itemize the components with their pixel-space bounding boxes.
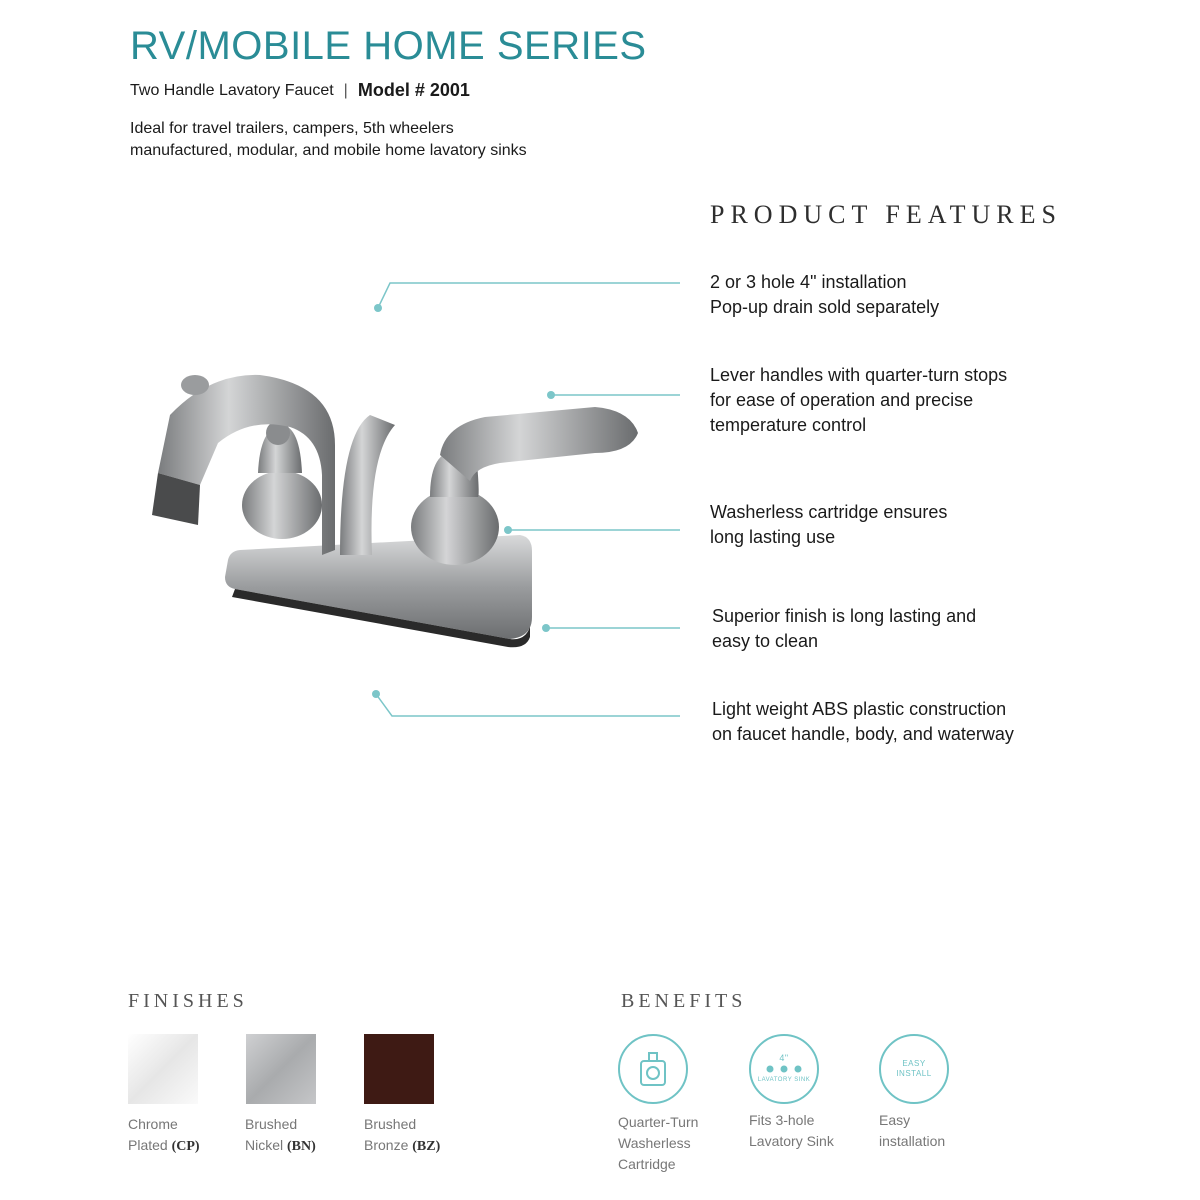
product-features-heading: PRODUCT FEATURES (710, 200, 1062, 229)
feature-2-line-3: temperature control (710, 415, 867, 435)
feature-4-line-1: Superior finish is long lasting and (712, 606, 977, 626)
benefit-label-sink (749, 1110, 869, 1152)
easy-icon-text-1: EASY (902, 1059, 926, 1068)
benefit-3-line-2: installation (879, 1133, 946, 1149)
subtitle-separator: | (343, 81, 348, 99)
finish-label-nickel (245, 1114, 365, 1157)
benefit-label-easy (879, 1110, 999, 1152)
feature-2-line-2: for ease of operation and precise (710, 390, 974, 410)
leader-dot-5 (372, 690, 380, 698)
benefit-1-line-1: Quarter-Turn (618, 1114, 699, 1130)
sink-icon-top-text: 4" (779, 1053, 789, 1063)
feature-4-line-2: easy to clean (712, 631, 819, 651)
finish-1-line-1: Chrome (128, 1116, 178, 1132)
finish-label-bronze (364, 1114, 484, 1157)
benefit-2-line-1: Fits 3-hole (749, 1112, 815, 1128)
feature-3-line-2: long lasting use (710, 527, 836, 547)
three-hole-sink-icon (749, 1034, 819, 1104)
easy-install-icon (879, 1034, 949, 1104)
feature-lever-handles (710, 363, 1080, 438)
product-type: Two Handle Lavatory Faucet (130, 81, 334, 99)
swatch-chrome (128, 1034, 198, 1104)
leader-line-5 (376, 694, 680, 716)
swatch-brushed-nickel (246, 1034, 316, 1104)
feature-abs-construction (712, 697, 1082, 747)
feature-5-line-1: Light weight ABS plastic construction (712, 699, 1007, 719)
feature-finish (712, 604, 1082, 654)
finish-3-line-1: Brushed (364, 1116, 417, 1132)
benefits-heading: BENEFITS (621, 990, 747, 1012)
leader-line-1 (378, 283, 680, 308)
ideal-line-1: Ideal for travel trailers, campers, 5th wheelers (130, 120, 454, 137)
finish-2-code: (BN) (287, 1139, 316, 1154)
page-title: RV/MOBILE HOME SERIES (130, 24, 647, 68)
easy-icon-text-2: INSTALL (896, 1069, 932, 1078)
sink-icon-bottom-text: LAVATORY SINK (757, 1077, 811, 1083)
benefit-1-line-3: Cartridge (618, 1156, 676, 1172)
benefit-2-line-2: Lavatory Sink (749, 1133, 834, 1149)
feature-1-line-2: Pop-up drain sold separately (710, 297, 940, 317)
finish-2-line-2: Nickel (245, 1137, 284, 1153)
finish-3-code: (BZ) (412, 1139, 441, 1154)
cartridge-icon (618, 1034, 688, 1104)
benefit-1-line-2: Washerless (618, 1135, 691, 1151)
feature-cartridge (710, 500, 1080, 550)
feature-3-line-1: Washerless cartridge ensures (710, 502, 948, 522)
finish-label-chrome (128, 1114, 248, 1157)
benefit-label-cartridge (618, 1112, 738, 1175)
ideal-line-2: manufactured, modular, and mobile home lavatory sinks (130, 142, 527, 159)
leader-dot-1 (374, 304, 382, 312)
feature-2-line-1: Lever handles with quarter-turn stops (710, 365, 1008, 385)
finish-1-code: (CP) (171, 1139, 200, 1154)
finish-2-line-1: Brushed (245, 1116, 298, 1132)
finish-3-line-2: Bronze (364, 1137, 409, 1153)
feature-installation (710, 270, 1080, 320)
swatch-brushed-bronze (364, 1034, 434, 1104)
feature-5-line-2: on faucet handle, body, and waterway (712, 724, 1014, 744)
feature-1-line-1: 2 or 3 hole 4" installation (710, 272, 907, 292)
model-number: Model # 2001 (357, 80, 470, 100)
faucet-image (140, 355, 650, 655)
finishes-heading: FINISHES (128, 990, 248, 1012)
benefit-3-line-1: Easy (879, 1112, 911, 1128)
finish-1-line-2: Plated (128, 1137, 168, 1153)
